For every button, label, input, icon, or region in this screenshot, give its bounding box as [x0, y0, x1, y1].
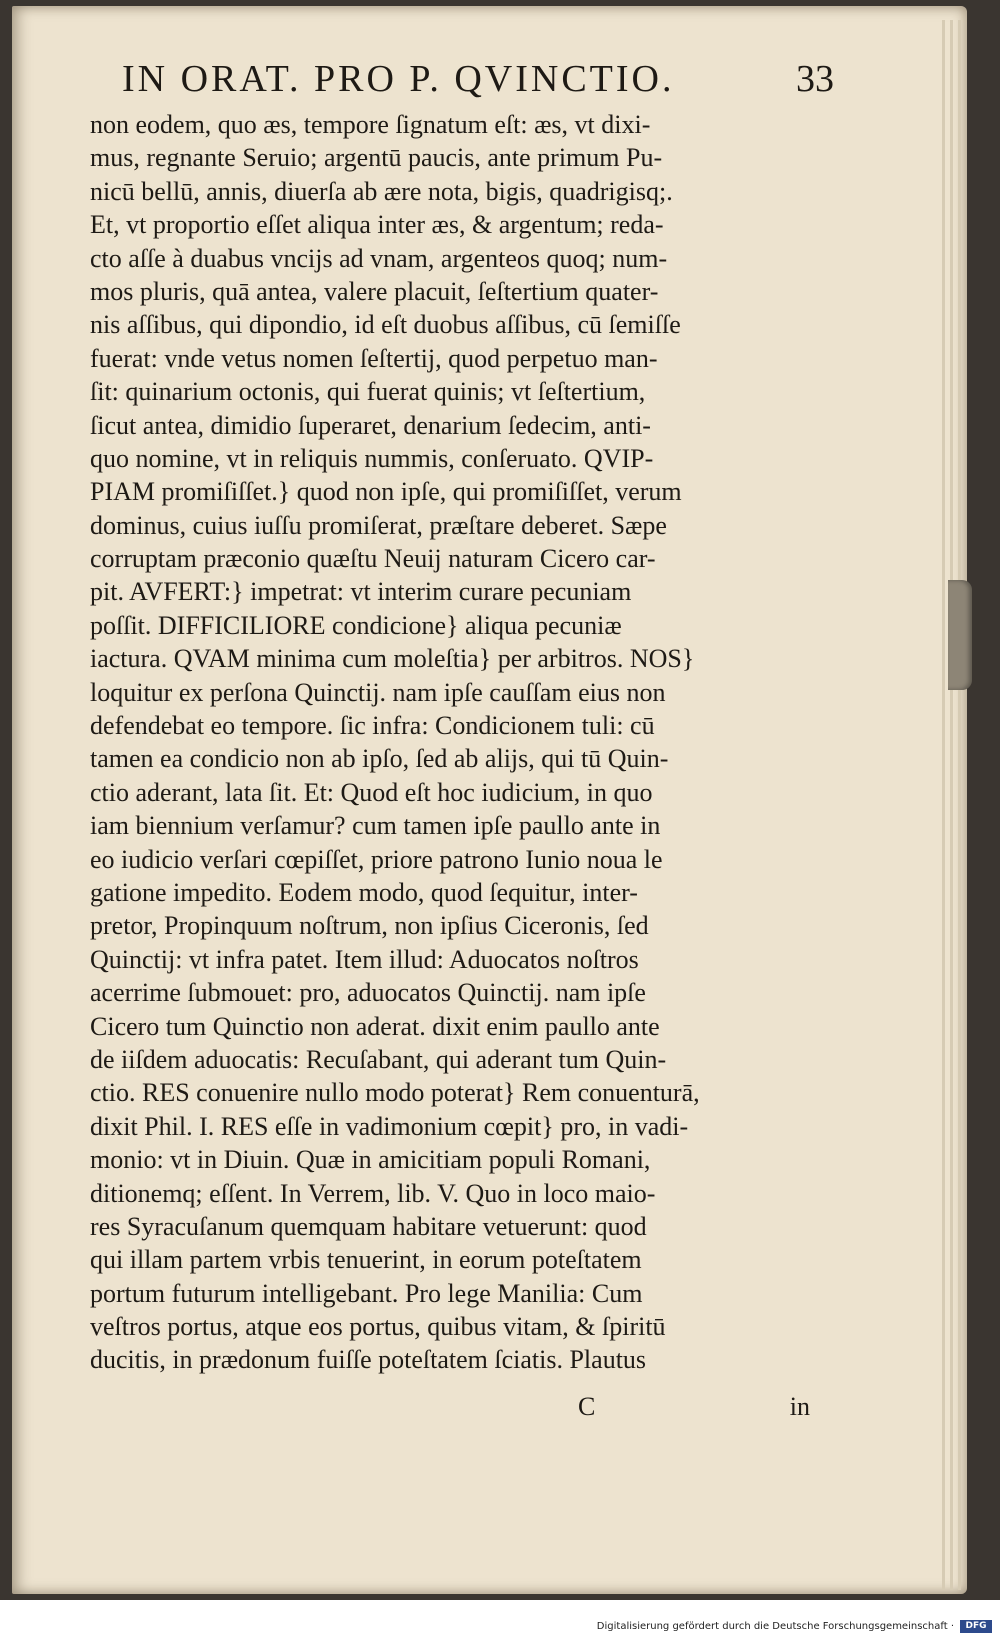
- text-line: dominus, cuius iuſſu promiſerat, præſtare deberet. Sæpe: [90, 510, 667, 540]
- text-line: mos pluris, quā antea, valere placuit, ſeſtertium quater-: [90, 276, 659, 306]
- page-foot: [90, 1392, 810, 1428]
- text-line: monio: vt in Diuin. Quæ in amicitiam populi Romani,: [90, 1145, 651, 1175]
- text-line: ditionemq; eſſent. In Verrem, lib. V. Quo in loco maio-: [90, 1178, 656, 1208]
- text-line: res Syracuſanum quemquam habitare vetuerunt: quod: [90, 1211, 647, 1241]
- text-line: mus, regnante Seruio; argentū paucis, ante primum Pu-: [90, 143, 663, 173]
- text-line: iactura. QVAM minima cum moleſtia} per arbitros. NOS}: [90, 644, 695, 674]
- text-line: poſſit. DIFFICILIORE condicione} aliqua pecuniæ: [90, 610, 622, 640]
- catchword: in: [789, 1392, 810, 1421]
- book-clasp: [948, 580, 972, 690]
- text-line: non eodem, quo æs, tempore ſignatum eſt: æs, vt dixi-: [90, 110, 651, 139]
- text-line: pit. AVFERT:} impetrat: vt interim curare pecuniam: [90, 577, 632, 607]
- text-line: nis aſſibus, qui dipondio, id eſt duobus aſſibus, cū ſemiſſe: [90, 310, 681, 340]
- text-line: acerrime ſubmouet: pro, aduocatos Quinctij. nam ipſe: [90, 978, 646, 1008]
- page-number: 33: [796, 58, 834, 100]
- text-line: qui illam partem vrbis tenuerint, in eorum poteſtatem: [90, 1245, 642, 1275]
- funding-credit: Digitalisierung gefördert durch die Deutsche Forschungsgemeinschaft ·: [596, 1621, 954, 1632]
- text-line: dixit Phil. I. RES eſſe in vadimonium cœpit} pro, in vadi-: [90, 1111, 689, 1141]
- text-line: Quinctij: vt infra patet. Item illud: Aduocatos noſtros: [90, 944, 639, 974]
- text-line: veſtros portus, atque eos portus, quibus vitam, & ſpiritū: [90, 1312, 666, 1342]
- text-line: eo iudicio verſari cœpiſſet, priore patrono Iunio noua le: [90, 844, 663, 874]
- text-line: pretor, Propinquum noſtrum, non ipſius Ciceronis, ſed: [90, 911, 649, 941]
- page-edge: [958, 20, 961, 1590]
- text-line: corruptam præconio quæſtu Neuij naturam Cicero car-: [90, 544, 656, 574]
- page-edge: [950, 20, 953, 1590]
- text-line: ſit: quinarium octonis, qui fuerat quinis; vt ſeſtertium,: [90, 377, 646, 407]
- text-line: cto aſſe à duabus vncijs ad vnam, argenteos quoq; num-: [90, 243, 668, 273]
- text-line: Et, vt proportio eſſet aliqua inter æs, & argentum; reda-: [90, 210, 664, 240]
- text-line: nicū bellū, annis, diuerſa ab ære nota, bigis, quadrigisq;.: [90, 176, 673, 206]
- running-head: IN ORAT. PRO P. QVINCTIO.: [122, 58, 675, 100]
- text-line: tamen ea condicio non ab ipſo, ſed ab alijs, qui tū Quin-: [90, 744, 669, 774]
- text-line: ducitis, in prædonum fuiſſe poteſtatem ſciatis. Plautus: [90, 1345, 647, 1375]
- text-line: defendebat eo tempore. ſic infra: Condicionem tuli: cū: [90, 711, 655, 741]
- commentary-text: [90, 108, 810, 1377]
- text-line: ctio. RES conuenire nullo modo poterat} Rem conuenturā,: [90, 1078, 700, 1108]
- dfg-logo: DFG: [960, 1620, 992, 1633]
- digitization-footer: [0, 1600, 1000, 1637]
- text-line: quo nomine, vt in reliquis nummis, conſeruato. QVIP-: [90, 443, 654, 473]
- page-header: [122, 55, 834, 101]
- page-edge: [942, 20, 945, 1590]
- signature-mark: C: [578, 1392, 596, 1421]
- text-line: ctio aderant, lata ſit. Et: Quod eſt hoc iudicium, in quo: [90, 777, 653, 807]
- text-line: Cicero tum Quinctio non aderat. dixit enim paullo ante: [90, 1011, 660, 1041]
- text-line: PIAM promiſiſſet.} quod non ipſe, qui promiſiſſet, verum: [90, 477, 682, 507]
- text-line: gatione impedito. Eodem modo, quod ſequitur, inter-: [90, 877, 638, 907]
- text-line: de iiſdem aduocatis: Recuſabant, qui aderant tum Quin-: [90, 1044, 667, 1074]
- text-line: ſicut antea, dimidio ſuperaret, denarium ſedecim, anti-: [90, 410, 651, 440]
- text-line: portum futurum intelligebant. Pro lege Manilia: Cum: [90, 1278, 643, 1308]
- text-line: iam biennium verſamur? cum tamen ipſe paullo ante in: [90, 811, 661, 841]
- text-line: loquitur ex perſona Quinctij. nam ipſe cauſſam eius non: [90, 677, 666, 707]
- text-line: fuerat: vnde vetus nomen ſeſtertij, quod perpetuo man-: [90, 343, 658, 373]
